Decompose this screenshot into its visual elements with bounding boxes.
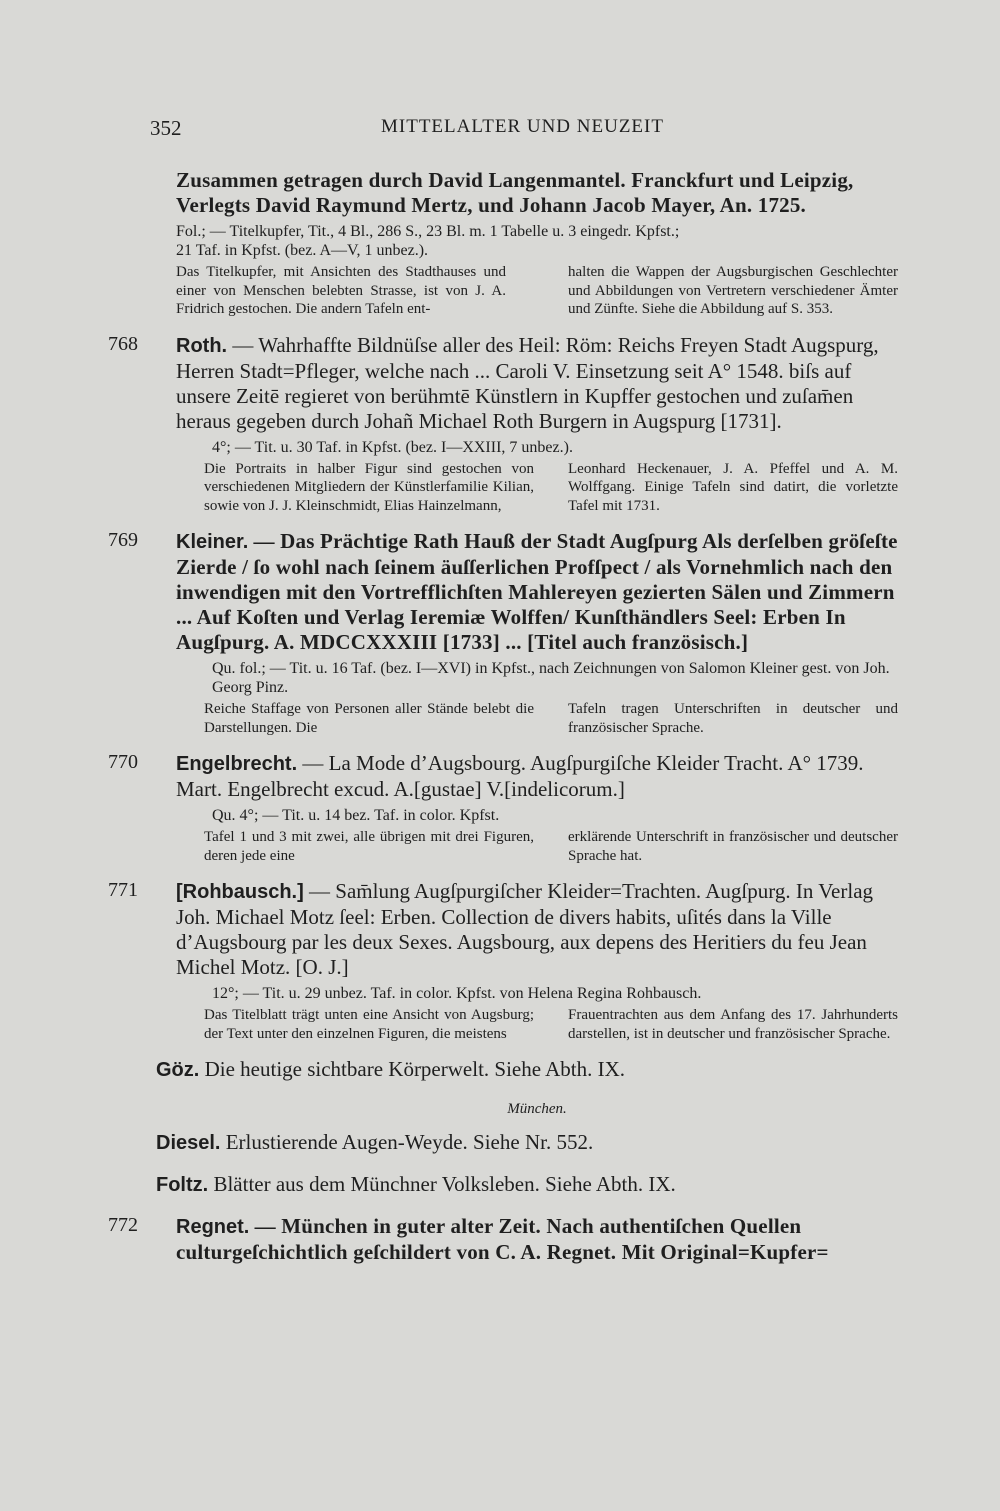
entry-foltz: [108, 1172, 898, 1198]
entry-name: Kleiner.: [176, 531, 249, 553]
entry-title-text: — La Mode d’Augsbourg. Augſpurgiſche Kleider Tracht. A° 1739. Mart. Engelbrecht excud. A.[gustae] V.[indelicorum.]: [176, 751, 864, 801]
note-right: Tafeln tragen Unterschriften in deutscher und französischer Sprache.: [568, 701, 898, 736]
entry-title-text: Blätter aus dem Münchner Volksleben. Siehe Abth. IX.: [213, 1172, 676, 1196]
note-left: Die Portraits in halber Figur sind gestochen von verschiedenen Mitgliedern der Künstlerfamilie Kilian, sowie von J. J. Kleinschmidt, Elias Hainzelmann,: [204, 460, 534, 514]
entry-769: [108, 529, 898, 737]
entry-title: [176, 751, 898, 802]
entry-title-text: — Sam̄lung Augſpurgiſcher Kleider=Trachten. Augſpurg. In Verlag Joh. Michael Motz ſeel: Erben. Collection de divers habits, uſités dans la Ville d’Augsbourg par les deux Sexes. Augsbourg, aux depens des Heritiers du feu Jean Michel Motz. [O. J.]: [176, 879, 874, 979]
entry-title: [176, 879, 898, 980]
entry-title: [176, 1214, 898, 1265]
entry-name: Diesel.: [156, 1132, 221, 1154]
entry-notes: [176, 460, 898, 516]
entry-number: 769: [108, 529, 138, 551]
entry-title-text: — Wahrhaffte Bildnüſse aller des Heil: Röm: Reichs Freyen Stadt Augspurg, Herren Stadt=Pfleger, welche nach ... Caroli V. Einsetzung seit A° 1548. biſs auf unsere Zeitē regieret von berühmtē Künstlern in Kupffer gestochen und zuſam̄en heraus gegeben durch Johañ Michael Roth Burgern in Augspurg [1731].: [176, 332, 879, 433]
entry-name: Regnet.: [176, 1216, 250, 1238]
entry-notes: [176, 263, 898, 319]
entry-goez: [108, 1057, 898, 1083]
note-left: Reiche Staffage von Personen aller Stände belebt die Darstellungen. Die: [204, 701, 534, 736]
page-number: 352: [150, 116, 182, 140]
entry-771: [108, 879, 898, 1043]
entry-number: 771: [108, 879, 138, 901]
entry-768: [108, 333, 898, 516]
entry-collation: Qu. fol.; — Tit. u. 16 Taf. (bez. I—XVI) in Kpfst., nach Zeichnungen von Salomon Kleiner gest. von Joh. Georg Pinz.: [212, 660, 890, 696]
entry-772: [108, 1214, 898, 1265]
collation-line: Fol.; — Titelkupfer, Tit., 4 Bl., 286 S., 23 Bl. m. 1 Tabelle u. 3 eingedr. Kpfst.;: [176, 223, 680, 240]
page-header: [150, 116, 895, 146]
entry-notes: [176, 700, 898, 737]
entry-name: Göz.: [156, 1059, 200, 1081]
entry-title-line: Zusammen getragen durch David Langenmantel. Franckfurt und Leipzig,: [176, 168, 854, 192]
entry-title-text: Erlustierende Augen-Weyde. Siehe Nr. 552.: [225, 1130, 594, 1154]
entry-collation: 12°; — Tit. u. 29 unbez. Taf. in color. Kpfst. von Helena Regina Rohbausch.: [212, 985, 702, 1002]
entry-title: [176, 529, 898, 655]
entry-title-line: Verlegts David Raymund Mertz, und Johann Jacob Mayer, An. 1725.: [176, 193, 806, 217]
note-right: erklärende Unterschrift in französischer und deutscher Sprache hat.: [568, 829, 898, 864]
entry-notes: [176, 1006, 898, 1043]
city-heading: München.: [507, 1101, 567, 1117]
entry-number: 768: [108, 332, 138, 355]
entry-770: [108, 751, 898, 865]
note-right: halten die Wappen der Augsburgischen Geschlechter und Abbildungen von Vertretern verschiedener Ämter und Zünfte. Siehe die Abbildung auf S. 353.: [568, 264, 898, 317]
note-left: Tafel 1 und 3 mit zwei, alle übrigen mit drei Figuren, deren jede eine: [204, 829, 534, 864]
entry-title-text: — München in guter alter Zeit. Nach authentiſchen Quellen culturgeſchichtlich geſchildert von C. A. Regnet. Mit Original=Kupfer=: [176, 1214, 829, 1264]
collation-line: 21 Taf. in Kpfst. (bez. A—V, 1 unbez.).: [176, 242, 429, 259]
running-title: MITTELALTER UND NEUZEIT: [381, 116, 664, 137]
entry-continuation: [108, 168, 898, 319]
entry-diesel: [108, 1130, 898, 1156]
entry-collation: 4°; — Tit. u. 30 Taf. in Kpfst. (bez. I—XXIII, 7 unbez.).: [212, 438, 573, 456]
entry-title: [176, 333, 898, 434]
entry-collation: [176, 222, 898, 260]
entry-title-text: Die heutige sichtbare Körperwelt. Siehe Abth. IX.: [204, 1057, 626, 1081]
note-left: Das Titelblatt trägt unten eine Ansicht von Augsburg; der Text unter den einzelnen Figuren, die meistens: [204, 1007, 534, 1042]
entry-notes: [176, 828, 898, 865]
note-right: Frauentrachten aus dem Anfang des 17. Jahrhunderts darstellen, ist in deutscher und französischer Sprache.: [568, 1007, 898, 1042]
page-content: [108, 168, 898, 1279]
entry-title-text: — Das Prächtige Rath Hauß der Stadt Augſpurg Als derſelben gröſeſte Zierde / ſo wohl nach ſeinem äuſſerlichen Profſpect / als Vornehmlich nach den inwendigen mit den Vortrefflichſten Mahlereyen gezierten Sälen und Zimmern ... Auf Koſten und Verlag Ieremiæ Wolffen/ Kunſthändlers Seel: Erben In Augſpurg. A. MDCCXXXIII [1733] ... [Titel auch französisch.]: [176, 529, 898, 654]
entry-number: 772: [108, 1214, 138, 1236]
entry-name: Engelbrecht.: [176, 753, 298, 775]
note-left: Das Titelkupfer, mit Ansichten des Stadthauses und einer von Menschen belebten Strasse, ist von J. A. Fridrich gestochen. Die andern Tafeln ent-: [176, 264, 506, 317]
entry-name: [Rohbausch.]: [176, 881, 304, 903]
entry-name: Roth.: [176, 334, 228, 357]
note-right: Leonhard Heckenauer, J. A. Pfeffel und A. M. Wolffgang. Einige Tafeln sind datirt, die vorletzte Tafel mit 1731.: [568, 460, 898, 514]
entry-name: Foltz.: [156, 1174, 209, 1196]
entry-collation: Qu. 4°; — Tit. u. 14 bez. Taf. in color. Kpfst.: [212, 807, 500, 824]
entry-number: 770: [108, 751, 138, 773]
